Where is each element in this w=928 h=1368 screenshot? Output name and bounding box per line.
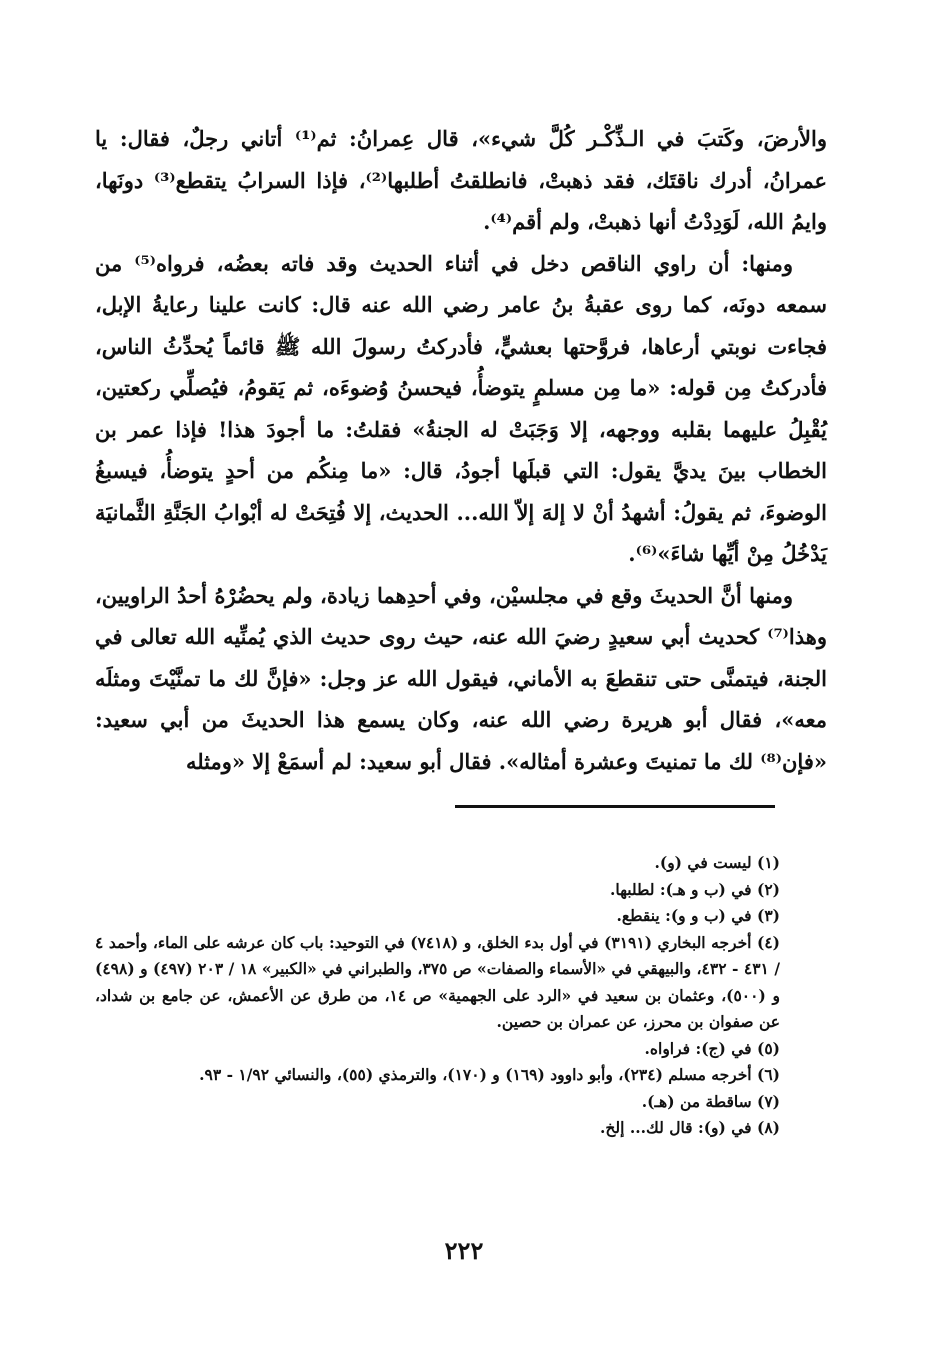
paragraph-1: والأرضَ، وكَتبَ في الـذِّكْـر كُلَّ شيء»، قال عِمرانُ: ثم⁽¹⁾ أتاني رجلٌ، فقال: يا عمرانُ، أدرك ناقتَك، فقد ذهبتْ، فانطلقتُ أطلبها⁽²⁾، فإذا السرابُ يتقطع⁽³⁾ دونَها، وايمُ الله، لَوَدِدْتُ أنها ذهبتْ، ولم أقم⁽⁴⁾. bbox=[95, 126, 828, 234]
footnote-2: (٢) في (ب و هـ): لطلبها. bbox=[609, 879, 780, 899]
footnotes bbox=[95, 850, 780, 1142]
footnote-8: (٨) في (و): قال لك... إلخ. bbox=[600, 1118, 780, 1137]
footnote-3: (٣) في (ب و و): ينقطع. bbox=[616, 906, 780, 925]
paragraph-3: ومنها أنَّ الحديثَ وقع في مجلسيْن، وفي أحدِهما زيادة، ولم يحضُرْهُ أحدُ الراويين، وهذا⁽⁷⁾ كحديث أبي سعيدٍ رضيَ الله عنه، حيث روى حديث الذي يُمنِّيه الله تعالى في الجنة، فيتمنَّى حتى تنقطعَ به الأماني، فيقول الله عز وجل: «فإنَّ لك ما تمنَّيْتَ ومثلَه معه»، فقال أبو هريرة رضي الله عنه، وكان يسمع هذا الحديثَ من أبي سعيد: «فإن⁽⁸⁾ لك ما تمنيتَ وعشرة أمثاله». فقال أبو سعيد: لم أسمَعْ إلا «ومثله bbox=[95, 582, 827, 774]
paragraph-2: ومنها: أن راوي الناقص دخل في أثناء الحديث وقد فاته بعضُه، فرواه⁽⁵⁾ من سمعه دونَه، كما روى عقبةُ بنُ عامر رضي الله عنه قال: كانت علينا رعايةُ الإبل، فجاءت نوبتي أرعاها، فروَّحتها بعشيٍّ، فأدركتُ رسولَ الله ﷺ قائماً يُحدِّثُ الناس، فأدركتُ مِن قوله: «ما مِن مسلمٍ يتوضأُ، فيحسنُ وُضوءَه، ثم يَقومُ، فيُصلِّي ركعتين، يُقْبِلُ عليهما بقلبه ووجهه، إلا وَجَبَتْ له الجنةُ» فقلتُ: ما أجودَ هذا! فإذا عمر بن الخطاب بينَ يديَّ يقول: التي قبلَها أجودُ، قال: «ما مِنكُم من أحدٍ يتوضأُ، فيسبغُ الوضوءَ، ثم يقولُ: أشهدُ أنْ لا إلهَ إلاّ الله... الحديث، إلا فُتِحَتْ له أبْوابُ الجَنَّةِ الثَّمانيَة يَدْخُلُ مِنْ أيِّها شاءَ»⁽⁶⁾. bbox=[95, 250, 827, 566]
main-text bbox=[95, 118, 827, 782]
footnote-4: (٤) أخرجه البخاري (٣١٩١) في أول بدء الخلق، و (٧٤١٨) في التوحيد: باب كان عرشه على الماء، وأحمد ٤ / ٤٣١ - ٤٣٢، والبيهقي في «الأسماء والصفات» ص ٣٧٥، والطبراني في «الكبير» ١٨ / ٢٠٣ (٤٩٧) و (٤٩٨) و (٥٠٠)، وعثمان بن سعيد في «الرد على الجهمية» ص ١٤، من طرق عن الأعمش، عن جامع بن شداد، عن صفوان بن محرز، عن عمران بن حصين. bbox=[95, 932, 781, 1031]
page-number: ٢٢٢ bbox=[444, 1236, 484, 1265]
footnote-6: (٦) أخرجه مسلم (٢٣٤)، وأبو داوود (١٦٩) و (١٧٠)، والترمذي (٥٥)، والنسائي ١/٩٢ - ٩٣. bbox=[199, 1065, 780, 1084]
footnote-separator bbox=[455, 805, 775, 808]
footnote-1: (١) ليست في (و). bbox=[654, 853, 780, 872]
footnote-7: (٧) ساقطة من (هـ). bbox=[641, 1091, 780, 1111]
footnote-5: (٥) في (ج): فراواه. bbox=[644, 1038, 780, 1058]
